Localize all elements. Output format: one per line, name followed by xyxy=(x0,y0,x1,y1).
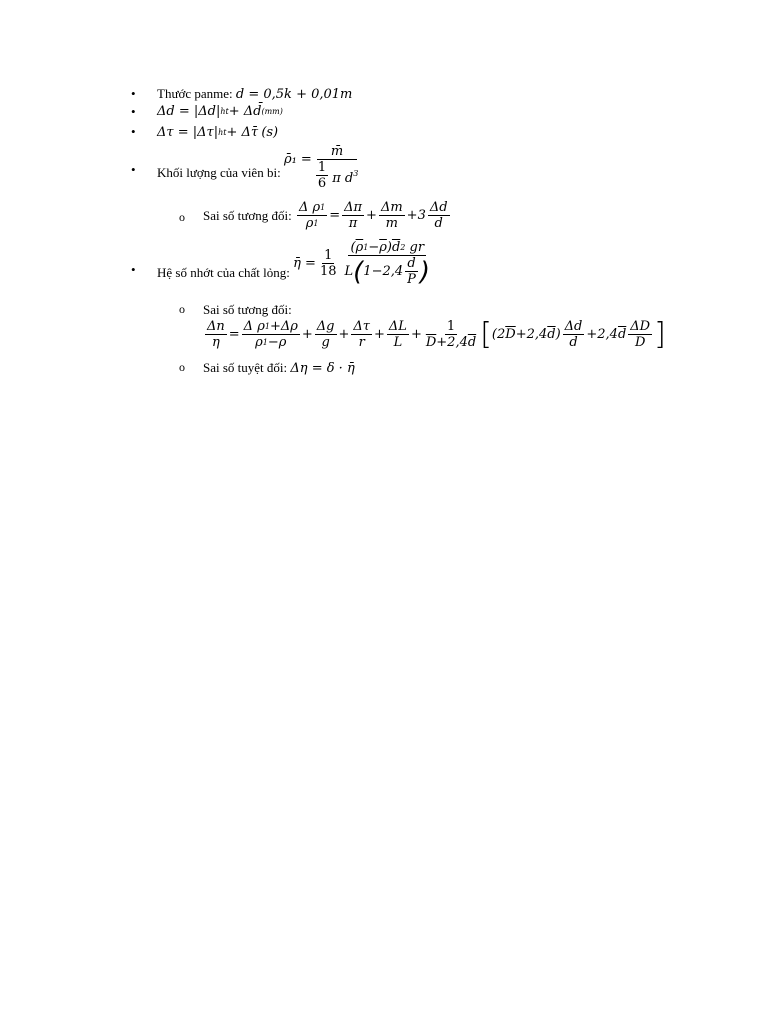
delta-tau-sub: ht xyxy=(218,127,227,137)
delta-tau-left: Δτ = |Δτ| xyxy=(157,124,219,140)
viscosity-label: Hệ số nhớt của chất lỏng: xyxy=(157,264,290,280)
viscosity-rel-label-row xyxy=(203,302,292,318)
bullet-marker: • xyxy=(131,86,136,101)
delta-tau-unit: (s) xyxy=(261,124,279,140)
mass-num: m̄ xyxy=(317,144,357,160)
delta-tau-right: + Δτ̄ xyxy=(226,124,259,140)
viscosity-rel-label: Sai số tương đối: xyxy=(203,302,292,317)
bullet-marker: • xyxy=(131,104,136,119)
viscosity-lhs: η̄ = xyxy=(293,256,316,271)
viscosity-abs-label: Sai số tuyệt đối: xyxy=(203,360,288,375)
delta-tau-line xyxy=(157,124,278,140)
panme-label: Thước panme: xyxy=(157,86,233,101)
mass-label: Khối lượng của viên bi: xyxy=(157,164,281,180)
delta-d-right: + Δd̄ xyxy=(228,104,262,119)
mass-den: $\frac{1}{6}$ π $d^3$ xyxy=(317,160,359,191)
density-rel-error: Sai số tương đối: Δ ρ 1 $\overline{\rho}$ 1 = $\frac{\Delta\pi}{\pi}$ + $\frac{\Delta m}{m}$ +3 $\frac{\Delta d}{d}$ xyxy=(203,200,448,231)
bullet-marker: • xyxy=(131,262,136,277)
mass-line xyxy=(157,144,362,191)
delta-d-unit: (mm) xyxy=(261,107,283,116)
sub-marker: o xyxy=(179,210,185,224)
delta-d-left: Δd = |Δd| xyxy=(157,104,221,119)
viscosity-fraction: ( $\overline{\rho}$ 1 − $\overline{\rho}$ ) $\overline{d}$ 2 gr L ( 1−2,4 $\frac{\overline{d}}{P}$ ) xyxy=(344,240,431,287)
mass-lhs: ρ̄₁ = xyxy=(283,152,312,167)
viscosity-abs-error xyxy=(203,360,355,376)
density-rel-label: Sai số tương đối: xyxy=(203,207,292,223)
bullet-marker: • xyxy=(131,162,136,177)
sub-marker: o xyxy=(179,302,185,316)
one-sixth: $\frac{1}{6}$ xyxy=(317,160,327,191)
bullet-marker: • xyxy=(131,124,136,139)
panme-line xyxy=(157,86,352,102)
viscosity-rel-formula: $\frac{\Delta n}{\eta}$ = Δ ρ 1 +Δρ $\overline{\rho}$ 1 − $\overline{\rho}$ + $\frac{\Delta g}{g}$ + $\frac{\Delta\tau}{r}$ + $\frac{\Delta L}{L}$ + 1 $\overline{D}$ +2,4 $\overline{d}$ [ $(2\overline{D}+2,4\overline{d})$ $\frac{\Delta d}{d}$ $+2,4\overline{d}$ $\frac{\Delta D}{D}$ ] xyxy=(207,316,666,352)
panme-formula: d = 0,5k + 0,01m xyxy=(235,86,353,102)
viscosity-abs-formula: Δη = δ · η̄ xyxy=(290,360,355,376)
mass-fraction xyxy=(314,144,361,191)
delta-d-line xyxy=(157,104,283,119)
viscosity-line: Hệ số nhớt của chất lỏng: η̄ = $\frac{1}{18}$ ( $\overline{\rho}$ 1 − $\overline{\rho}$ ) $\overline{d}$ 2 gr L ( 1−2,4 $\frac{\overline{d}}{P}$ ) xyxy=(157,240,431,287)
delta-d-sub: ht xyxy=(220,107,229,116)
sub-marker: o xyxy=(179,360,185,374)
